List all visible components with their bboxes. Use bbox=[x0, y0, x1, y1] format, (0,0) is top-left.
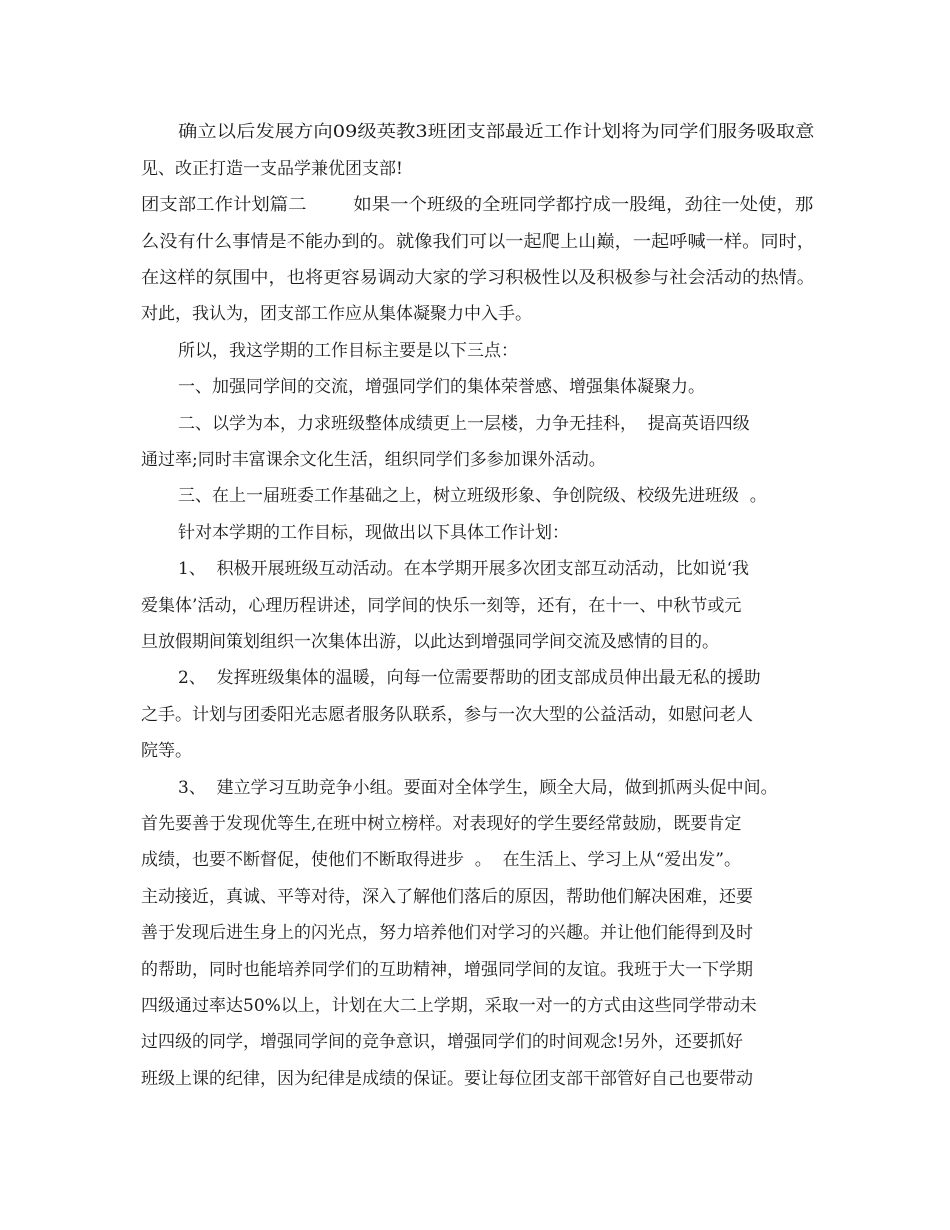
text-line: 对此，我认为，团支部工作应从集体凝聚力中入手。 bbox=[141, 304, 532, 324]
text-line: 一、加强同学间的交流，增强同学们的集体荣誉感、增强集体凝聚力。 bbox=[178, 377, 705, 397]
text-line: 之手。计划与团委阳光志愿者服务队联系，参与一次大型的公益活动，如慰问老人 bbox=[141, 705, 753, 725]
text-line: 班级上课的纪律，因为纪律是成绩的保证。要让每位团支部干部管好自己也要带动 bbox=[141, 1069, 753, 1089]
text-line: 所以，我这学期的工作目标主要是以下三点： bbox=[178, 341, 518, 361]
text-line: 团支部工作计划篇二 如果一个班级的全班同学都拧成一股绳，劲往一处使，那 bbox=[141, 195, 814, 215]
text-line: 1、 积极开展班级互动活动。在本学期开展多次团支部互动活动，比如说‘我 bbox=[178, 559, 750, 579]
text-line: 成绩，也要不断督促，使他们不断取得进步 。 在生活上、学习上从“爱出发”。 bbox=[141, 850, 741, 870]
text-line: 针对本学期的工作目标，现做出以下具体工作计划： bbox=[178, 523, 569, 543]
text-line: 旦放假期间策划组织一次集体出游，以此达到增强同学间交流及感情的目的。 bbox=[141, 632, 719, 652]
text-line: 主动接近，真诚、平等对待，深入了解他们落后的原因，帮助他们解决困难，还要 bbox=[141, 887, 753, 907]
text-line: 通过率;同时丰富课余文化生活，组织同学们多参加课外活动。 bbox=[141, 450, 606, 470]
text-line: 在这样的氛围中，也将更容易调动大家的学习积极性以及积极参与社会活动的热情。 bbox=[141, 268, 815, 288]
text-line: 三、在上一届班委工作基础之上，树立班级形象、争创院级、校级先进班级 。 bbox=[178, 486, 767, 506]
text-line: 四级通过率达50%以上，计划在大二上学期，采取一对一的方式由这些同学带动未 bbox=[141, 996, 757, 1016]
text-line: 么没有什么事情是不能办到的。就像我们可以一起爬上山巅，一起呼喊一样。同时， bbox=[141, 232, 815, 252]
text-line: 院等。 bbox=[141, 741, 192, 761]
text-line: 爱集体’活动，心理历程讲述，同学间的快乐一刻等，还有，在十一、中秋节或元 bbox=[141, 596, 742, 616]
text-line: 过四级的同学，增强同学间的竞争意识，增强同学们的时间观念!另外，还要抓好 bbox=[141, 1032, 743, 1052]
text-line: 善于发现后进生身上的闪光点，努力培养他们对学习的兴趣。并让他们能得到及时 bbox=[141, 923, 753, 943]
text-line: 3、 建立学习互助竞争小组。要面对全体学生，顾全大局，做到抓两头促中间。 bbox=[178, 778, 778, 798]
text-line: 二、以学为本，力求班级整体成绩更上一层楼，力争无挂科， 提高英语四级 bbox=[178, 414, 750, 434]
text-line: 见、改正打造一支品学兼优团支部! bbox=[141, 159, 403, 179]
text-line: 首先要善于发现优等生,在班中树立榜样。对表现好的学生要经常鼓励，既要肯定 bbox=[141, 814, 742, 834]
text-line: 2、 发挥班级集体的温暖，向每一位需要帮助的团支部成员伸出最无私的援助 bbox=[178, 668, 761, 688]
text-line: 确立以后发展方向09级英教3班团支部最近工作计划将为同学们服务吸取意 bbox=[178, 122, 815, 142]
text-line: 的帮助，同时也能培养同学们的互助精神，增强同学间的友谊。我班于大一下学期 bbox=[141, 960, 753, 980]
